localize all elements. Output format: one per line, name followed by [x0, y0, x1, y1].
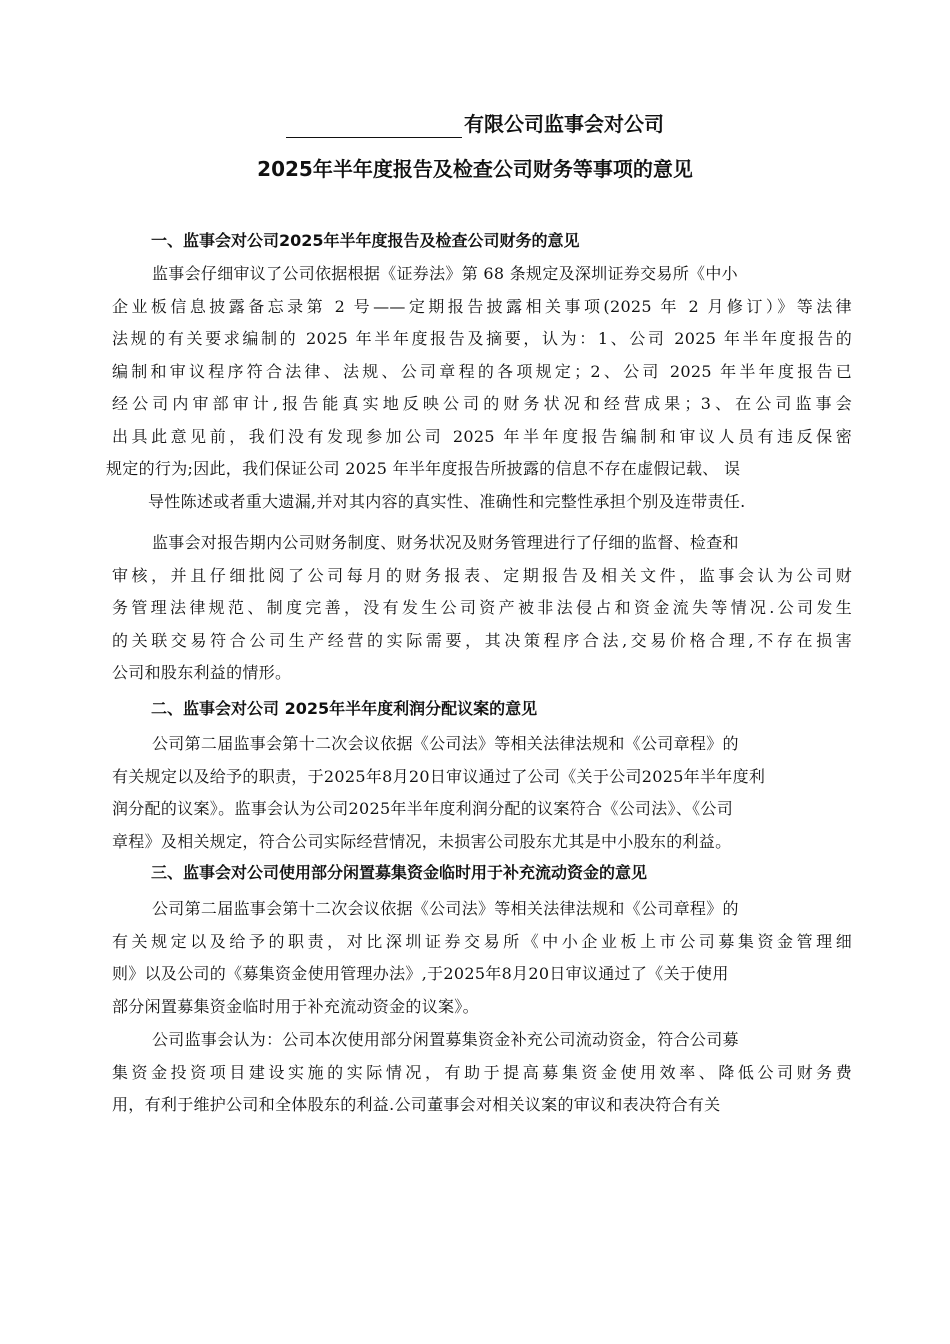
section-heading-1: 一、监事会对公司2025年半年度报告及检查公司财务的意见	[151, 231, 580, 250]
document-title-line-2: 2025年半年度报告及检查公司财务等事项的意见	[257, 157, 693, 181]
text-line: 审核，并且仔细批阅了公司每月的财务报表、定期报告及相关文件，监事会认为公司财	[112, 565, 852, 585]
text-line: 有关规定以及给予的职责，于2025年8月20日审议通过了公司《关于公司2025年半年度利	[112, 766, 766, 786]
section-heading-3: 三、监事会对公司使用部分闲置募集资金临时用于补充流动资金的意见	[151, 863, 648, 882]
document-title-line-1	[0, 110, 950, 138]
paragraph-3-1	[112, 893, 852, 1023]
text-line: 监事会仔细审议了公司依据根据《证券法》第 68 条规定及深圳证券交易所《中小	[152, 264, 738, 283]
paragraph-1-1	[106, 258, 852, 518]
text-line: 公司第二届监事会第十二次会议依据《公司法》等相关法律法规和《公司章程》的	[152, 899, 739, 918]
text-line: 部分闲置募集资金临时用于补充流动资金的议案》。	[112, 996, 479, 1016]
text-line: 规定的行为;因此，我们保证公司 2025 年半年度报告所披露的信息不存在虚假记载、 误	[106, 459, 741, 478]
paragraph-1-2	[112, 527, 852, 690]
text-line: 公司和股东利益的情形。	[112, 663, 292, 682]
text-line: 公司第二届监事会第十二次会议依据《公司法》等相关法律法规和《公司章程》的	[152, 734, 739, 753]
text-line: 编制和审议程序符合法律、法规、公司章程的各项规定；2、公司 2025 年半年度报告已	[112, 361, 852, 381]
text-line: 集资金投资项目建设实施的实际情况，有助于提高募集资金使用效率、降低公司财务费	[112, 1062, 852, 1082]
paragraph-2-1	[112, 728, 852, 858]
text-line: 有关规定以及给予的职责，对比深圳证券交易所《中小企业板上市公司募集资金管理细	[112, 931, 852, 951]
title-suffix: 有限公司监事会对公司	[464, 112, 664, 136]
text-line: 企业板信息披露备忘录第 2 号——定期报告披露相关事项(2025 年 2 月修订）》等法律	[112, 296, 852, 316]
text-line: 出具此意见前，我们没有发现参加公司 2025 年半年度报告编制和审议人员有违反保密	[112, 426, 852, 446]
paragraph-3-2	[112, 1024, 852, 1122]
text-line: 监事会对报告期内公司财务制度、财务状况及财务管理进行了仔细的监督、检查和	[152, 533, 739, 552]
text-line: 公司监事会认为：公司本次使用部分闲置募集资金补充公司流动资金，符合公司募	[152, 1030, 739, 1049]
text-line: 导性陈述或者重大遗漏,并对其内容的真实性、准确性和完整性承担个别及连带责任.	[148, 491, 746, 511]
text-line: 法规的有关要求编制的 2025 年半年度报告及摘要，认为：1、公司 2025 年半年度报告的	[112, 329, 852, 348]
text-line: 用，有利于维护公司和全体股东的利益.公司董事会对相关议案的审议和表决符合有关	[112, 1095, 721, 1114]
text-line: 则》以及公司的《募集资金使用管理办法》,于2025年8月20日审议通过了《关于使用	[112, 964, 729, 983]
text-line: 章程》及相关规定，符合公司实际经营情况，未损害公司股东尤其是中小股东的利益。	[112, 831, 732, 851]
text-line: 务管理法律规范、制度完善，没有发生公司资产被非法侵占和资金流失等情况.公司发生	[112, 598, 852, 617]
text-line: 的关联交易符合公司生产经营的实际需要，其决策程序合法,交易价格合理,不存在损害	[112, 630, 852, 650]
section-heading-2: 二、监事会对公司 2025年半年度利润分配议案的意见	[151, 699, 538, 718]
text-line: 润分配的议案》。监事会认为公司2025年半年度利润分配的议案符合《公司法》、《公司	[112, 799, 734, 818]
text-line: 经公司内审部审计,报告能真实地反映公司的财务状况和经营成果；3、在公司监事会	[112, 394, 852, 413]
company-name-blank	[286, 115, 462, 138]
